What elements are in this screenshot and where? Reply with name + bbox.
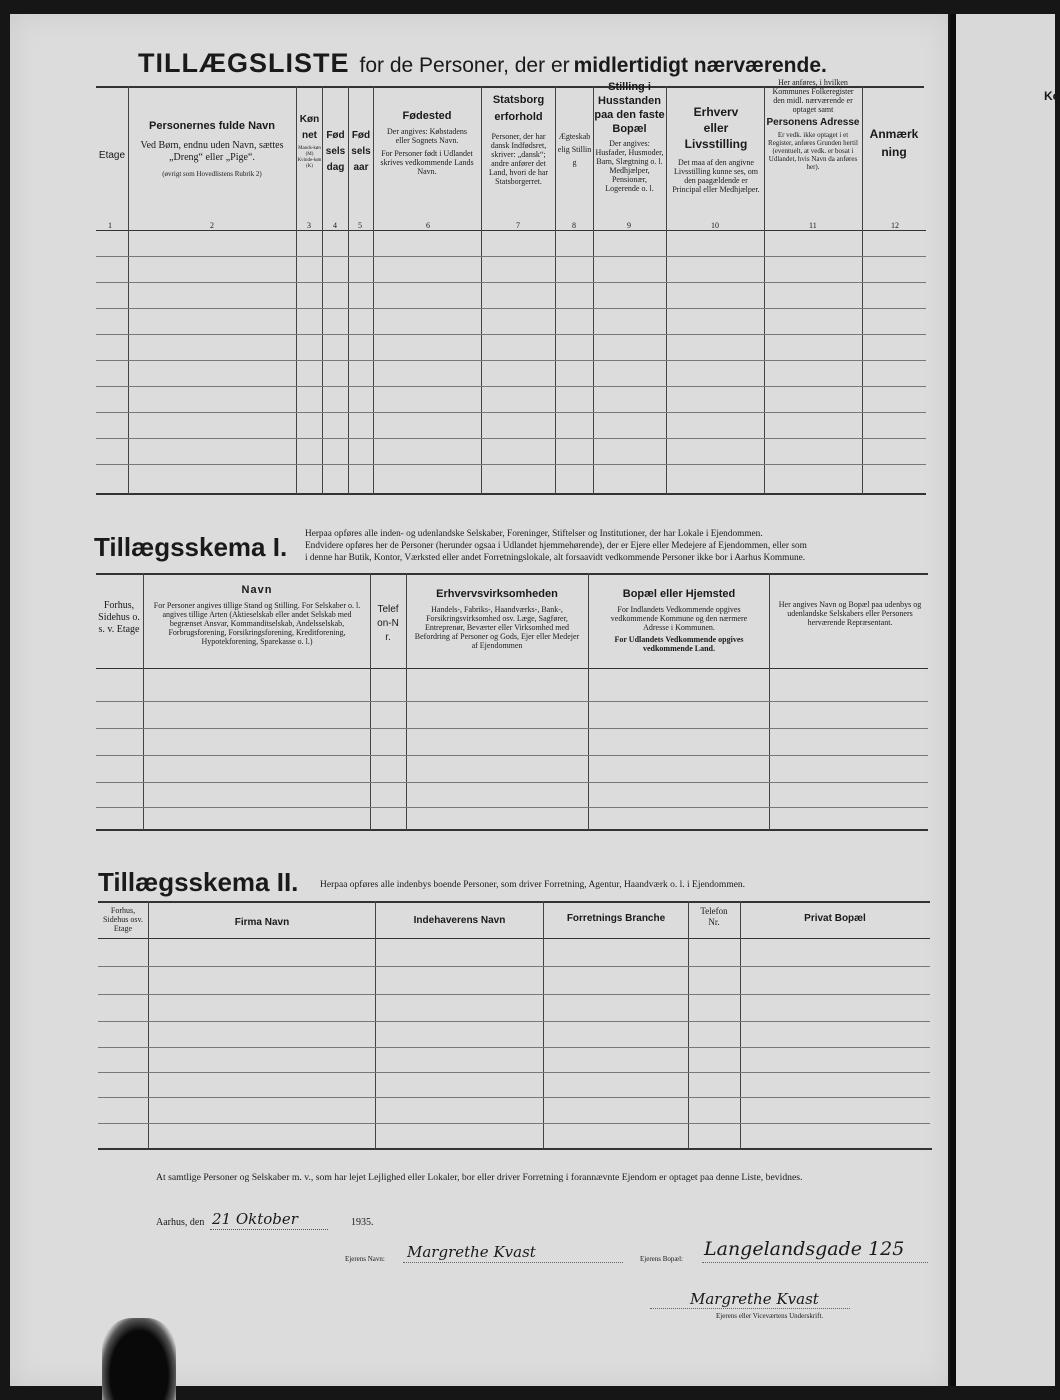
col-head-floor: Etage <box>98 150 126 161</box>
date-line <box>156 1212 396 1232</box>
schema1-row-rule <box>96 701 928 702</box>
schema1-col-name: Navn <box>241 584 273 596</box>
col-num: 7 <box>516 221 520 230</box>
schema2-description: Herpaa opføres alle indenbys boende Personer, som driver Forretning, Agentur, Haandværk o. l. i Ejendommen. <box>320 880 746 890</box>
schema1-row-rule <box>96 755 928 756</box>
schema1-row-rule <box>96 807 928 808</box>
schema2-top-rule <box>98 901 930 903</box>
form-title-main: TILLÆGSLISTE <box>138 48 350 78</box>
owner-address-line <box>640 1238 930 1264</box>
main-row-rule <box>96 412 926 413</box>
col-head-remarks: Anmærkning <box>869 127 919 159</box>
main-row-rule <box>96 360 926 361</box>
col-num: 9 <box>627 221 631 230</box>
col-head-address-sub: Er vedk. ikke optaget i et Register, anføres Grunden hertil (eventuelt, at vedk. er bosat i Udlandet, hvis Navn da anføres her). <box>768 131 858 171</box>
main-col-divider <box>373 86 374 494</box>
col-head-gender: Kønnet <box>299 114 320 141</box>
schema2-col-owner: Indehaverens Navn <box>413 915 506 926</box>
col-head-citizenship: Statsborgerforhold <box>492 94 545 123</box>
schema1-col-representative: Her angives Navn og Bopæl paa udenbys og udenlandske Selskabers eller Personers herværende Repræsentant. <box>778 600 922 627</box>
date-city-label: Aarhus, den <box>156 1217 205 1228</box>
schema1-col-business-sub: Handels-, Fabriks-, Haandværks-, Bank-, Forsikringsvirksomhed osv. Læge, Sagfører, Entreprenør, Beværter eller Virksomhed med Befordring af Personer og Gods, Ejer eller Medejer af Ejendommen <box>414 605 580 650</box>
col-head-household: Stilling i Husstanden paa den faste Bopæl <box>594 81 665 135</box>
declaration-text: At samtlige Personer og Selskaber m. v., som har lejet Lejlighed eller Lokaler, bor eller driver Forretning i forannævnte Ejendom er optaget paa denne Liste, bevidnes. <box>156 1172 803 1183</box>
col-num: 5 <box>358 221 362 230</box>
col-head-marital: Ægteskabelig Stilling <box>557 132 592 167</box>
schema1-col-home: Bopæl eller Hjemsted <box>622 588 736 600</box>
col-head-name-block <box>132 120 292 178</box>
form-title <box>138 48 918 79</box>
signature-dotted-line <box>650 1308 850 1309</box>
col-head-occupation-sub: Det maa af den angivne Livsstilling kunne ses, om den paagældende er Principal eller Medhjælper. <box>672 158 760 194</box>
schema2-row-rule <box>98 1097 930 1098</box>
owner-address-label: Ejerens Bopæl: <box>640 1255 683 1263</box>
col-head-household-block <box>594 80 665 193</box>
schema1-top-rule <box>96 573 928 575</box>
schema1-bottom-rule <box>96 829 928 831</box>
schema1-row-rule <box>96 728 928 729</box>
main-row-rule <box>96 438 926 439</box>
schema2-col-phone: Telefon Nr. <box>700 906 728 927</box>
main-row-rule <box>96 464 926 465</box>
schema2-col-divider <box>543 901 544 1149</box>
schema1-col-home-block <box>591 588 767 653</box>
owner-address-dotted-line <box>702 1262 928 1263</box>
col-head-name: Personernes fulde Navn <box>149 120 275 132</box>
schema2-col-divider <box>740 901 741 1149</box>
main-col-divider <box>481 86 482 494</box>
schema2-row-rule <box>98 1072 930 1073</box>
col-num: 11 <box>809 221 817 230</box>
schema2-col-divider <box>688 901 689 1149</box>
schema1-desc-line: i denne har Butik, Kontor, Værksted eller andet Forretningslokale, alt forsaavidt vedkommende Personer ikke bor i Aarhus Kommune. <box>305 553 806 563</box>
schema2-col-home: Privat Bopæl <box>804 913 866 924</box>
col-head-address-pre: Her anføres, i hvilken Kommunes Folkeregister den midl. nærværende er optaget samt <box>772 78 854 114</box>
schema1-col-floor: Forhus, Sidehus o. s. v. Etage <box>98 600 140 635</box>
col-head-birthplace: Fødested <box>402 110 452 122</box>
schema1-col-phone: Telefon-Nr. <box>377 604 399 643</box>
main-row-rule <box>96 308 926 309</box>
main-col-divider <box>666 86 667 494</box>
signature-handwritten: Margrethe Kvast <box>690 1290 819 1308</box>
main-row-rule <box>96 282 926 283</box>
col-head-occupation: Erhverv eller Livsstilling <box>684 105 748 151</box>
binding-clip <box>102 1318 176 1400</box>
col-head-birthyear: Fødselsaar <box>351 130 371 173</box>
col-head-birthplace-sub2: For Personer født i Udlandet skrives vedkommende Lands Navn. <box>380 149 474 176</box>
schema1-col-name-sub: For Personer angives tillige Stand og Stilling. For Selskaber o. l. angives tillige Arten (Aktieselskab eller andet Selskab med begrænset Ansvar, Kommanditselskab, Andelsselskab, Forbrugsforening, Forsikringsforening, Kreditforening, Hypotekforening, Sparekasse o. l.) <box>153 601 361 646</box>
col-head-name-sub: Ved Børn, endnu uden Navn, sættes „Dreng“ eller „Pige“. <box>140 140 284 163</box>
main-col-divider <box>764 86 765 494</box>
col-num: 6 <box>426 221 430 230</box>
schema1-col-home-sub: For Indlandets Vedkommende opgives vedkommende Kommune og den nærmere Adresse i Kommunen. <box>610 605 748 632</box>
schema2-row-rule <box>98 1047 930 1048</box>
col-head-birthday: Fødselsdag <box>325 130 346 173</box>
col-num: 3 <box>307 221 311 230</box>
schema2-col-branch: Forretnings Branche <box>566 913 666 924</box>
schema1-title: Tillægsskema I. <box>94 532 288 562</box>
schema2-col-floor: Forhus, Sidehus osv. Etage <box>103 906 143 933</box>
schema2-title: Tillægsskema II. <box>98 867 299 897</box>
adjacent-page-text: Ko <box>1044 89 1060 103</box>
schema2-col-divider <box>148 901 149 1149</box>
col-head-address-block <box>766 78 860 171</box>
form-title-bold: midlertidigt nærværende. <box>573 54 827 77</box>
form-title-pre: for de Personer, der er <box>359 54 570 77</box>
col-num: 2 <box>210 221 214 230</box>
col-num: 12 <box>891 221 899 230</box>
col-num: 8 <box>572 221 576 230</box>
schema1-header-rule <box>96 668 928 669</box>
main-row-rule <box>96 386 926 387</box>
signature-block <box>650 1290 880 1326</box>
owner-name-handwritten: Margrethe Kvast <box>407 1243 536 1261</box>
schema2-row-rule <box>98 994 930 995</box>
owner-address-handwritten: Langelandsgade 125 <box>704 1238 905 1260</box>
schema1-desc-line: Endvidere opføres her de Personer (herunder ogsaa i Udlandet hjemmehørende), der er Ejere eller Medejere af Ejendommen, eller som <box>305 541 807 551</box>
col-num: 10 <box>711 221 719 230</box>
col-head-birthplace-sub: Der angives: Købstadens eller Sognets Navn. <box>387 127 467 145</box>
col-head-gender-sub: Mands-køn (M) Kvinde-køn (K) <box>297 146 322 169</box>
signature-label: Ejerens eller Viceværtens Underskrift. <box>716 1312 824 1320</box>
main-row-rule <box>96 256 926 257</box>
schema2-header-rule <box>98 938 930 939</box>
date-dotted-line <box>210 1229 328 1230</box>
date-year: 1935. <box>351 1217 374 1228</box>
col-head-name-sub2: (øvrigt som Hovedlistens Rubrik 2) <box>162 170 262 178</box>
col-head-gender-block <box>297 112 322 170</box>
col-head-citizenship-sub: Personer, der har dansk Indfødsret, skriver: „dansk“; andre anfører det Land, hvori de har Statsborgerret. <box>488 132 549 186</box>
schema2-row-rule <box>98 966 930 967</box>
schema1-col-home-sub2: For Udlandets Vedkommende opgives vedkommende Land. <box>614 635 744 653</box>
schema2-bottom-rule <box>98 1148 932 1150</box>
main-row-rule <box>96 334 926 335</box>
schema1-description <box>305 528 930 564</box>
schema1-col-business: Erhvervsvirksomheden <box>436 588 558 600</box>
owner-name-label: Ejerens Navn: <box>345 1255 385 1263</box>
main-col-divider <box>128 86 129 494</box>
col-head-household-sub: Der angives: Husfader, Husmoder, Barn, Slægtning o. l. Medhjælper, Pensionær, Logerende o. l. <box>595 139 664 193</box>
schema1-desc-line: Herpaa opføres alle inden- og udenlandske Selskaber, Foreninger, Stiftelser og Institutioner, der har Lokale i Ejendommen. <box>305 529 763 539</box>
schema1-row-rule <box>96 782 928 783</box>
col-head-citizenship-block <box>484 92 553 186</box>
schema2-row-rule <box>98 1021 930 1022</box>
col-head-birthplace-block <box>376 110 478 176</box>
schema2-col-firm: Firma Navn <box>234 917 290 928</box>
owner-name-dotted-line <box>403 1262 623 1263</box>
col-head-address: Personens Adresse <box>766 117 860 128</box>
col-num: 1 <box>108 221 112 230</box>
col-head-occupation-block <box>670 104 762 194</box>
owner-name-line <box>345 1243 635 1265</box>
adjacent-page <box>950 14 1060 1386</box>
main-table-header-rule <box>96 230 926 231</box>
schema2-col-divider <box>375 901 376 1149</box>
schema2-row-rule <box>98 1123 930 1124</box>
col-num: 4 <box>333 221 337 230</box>
schema1-col-business-block <box>409 588 585 650</box>
main-col-divider <box>555 86 556 494</box>
schema1-col-name-block <box>146 584 368 646</box>
date-handwritten: 21 Oktober <box>212 1210 298 1228</box>
main-table-bottom-rule <box>96 493 926 495</box>
